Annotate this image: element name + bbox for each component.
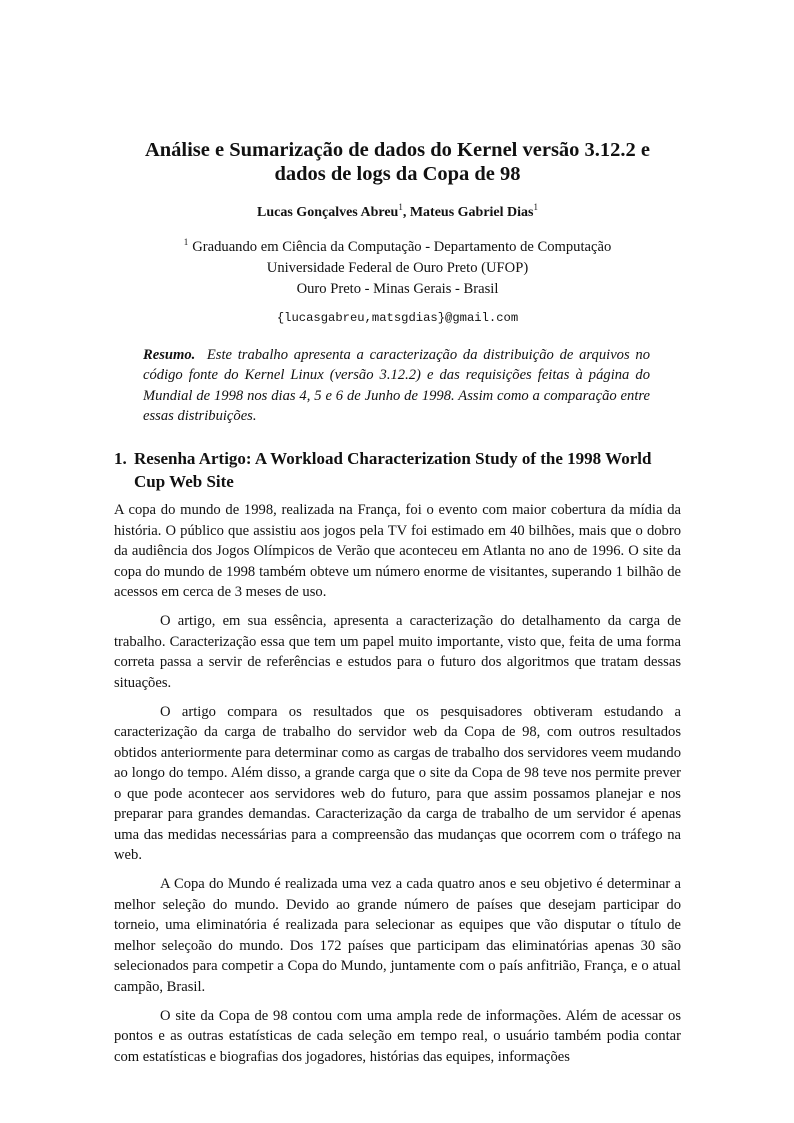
affiliation-line: Ouro Preto - Minas Gerais - Brasil — [296, 281, 499, 297]
abstract-label: Resumo. — [143, 347, 196, 363]
affiliation-block — [114, 237, 681, 300]
section-heading — [114, 447, 681, 493]
section-title: Resenha Artigo: A Workload Characterization Study of the 1998 World Cup Web Site — [134, 449, 652, 492]
paper-page — [114, 138, 681, 1067]
abstract — [143, 345, 650, 426]
title-line-2: dados de logs da Copa de 98 — [274, 163, 521, 185]
paragraph: O artigo, em sua essência, apresenta a caracterização do detalhamento da carga de trabalho. Caracterização essa que tem um papel muito importante, visto que, feita de uma forma correta passa a servir de referências e estudos para o futuro dos algoritmos que tratam dessas situações. — [114, 613, 681, 691]
abstract-text: Este trabalho apresenta a caracterização da distribuição de arquivos no código fonte do Kernel Linux (versão 3.12.2) e das requisições feitas à página do Mundial de 1998 nos dias 4, 5 e 6 de Junho de 1998. Assim como a comparação entre essas distribuições. — [143, 347, 651, 424]
affiliation-mark: 1 — [183, 237, 189, 247]
affiliation-line: $^1$ Graduando em Ciência da Computação - Departamento de Computação — [183, 237, 612, 255]
author-list — [114, 204, 681, 222]
affiliation-mark: 1 — [533, 202, 538, 212]
author-separator: , — [402, 205, 410, 220]
affiliation-line: Universidade Federal de Ouro Preto (UFOP) — [266, 260, 529, 276]
title-line-1: Análise e Sumarização de dados do Kernel versão 3.12.2 e — [144, 139, 651, 161]
affiliation-mark: 1 — [398, 202, 403, 212]
paragraph: O artigo compara os resultados que os pesquisadores obtiveram estudando a caracterização da carga de trabalho do servidor web da Copa de 98, com outros resultados obtidos anteriormente para determinar como as cargas de trabalho dos servidores veem mudando ao longo do tempo. Além disso, a grande carga que o site da Copa de 98 teve nos permite prever o que pode acontecer aos servidores web do futuro, para que assim possamos planejar e nos preparar para grandes demandas. Caracterização da carga de trabalho de um servidor é apenas uma das medidas necessárias para a compreensão das mudanças que ocorrem com o tráfego na web. — [114, 703, 681, 864]
section-number: 1. — [114, 449, 127, 469]
paper-title — [114, 138, 681, 186]
author-name: Mateus Gabriel Dias — [409, 205, 534, 220]
author-name: Lucas Gonçalves Abreu — [257, 205, 399, 220]
paragraph: A copa do mundo de 1998, realizada na França, foi o evento com maior cobertura da mídia da história. O público que assistiu aos jogos pela TV foi estimado em 40 bilhões, mais que o dobro da audiência dos Jogos Olímpicos de Verão que aconteceu em Atlanta no ano de 1996. O site da copa do mundo de 1998 também obteve um número enorme de visitantes, superando 1 bilhão de acessos em cerca de 3 meses de uso. — [114, 502, 681, 601]
author-email: {lucasgabreu,matsgdias}@gmail.com — [276, 311, 519, 325]
paragraph: A Copa do Mundo é realizada uma vez a cada quatro anos e seu objetivo é determinar a melhor seleção do mundo. Devido ao grande número de países que desejam participar do torneio, uma eliminatória é realizada para selecionar as equipes que vão disputar o título de melhor seleçoão do mundo. Dos 172 países que participam das eliminatórias apenas 30 são selecionados para competir a Copa do Mundo, juntamente com o país anfitrião, França, e o atual campão, Brasil. — [114, 876, 681, 995]
paragraph: O site da Copa de 98 contou com uma ampla rede de informações. Além de acessar os pontos e as outras estatísticas de cada seleção em tempo real, o usuário também podia contar com estatísticas e biografias dos jogadores, histórias das equipes, informações — [114, 1007, 681, 1065]
